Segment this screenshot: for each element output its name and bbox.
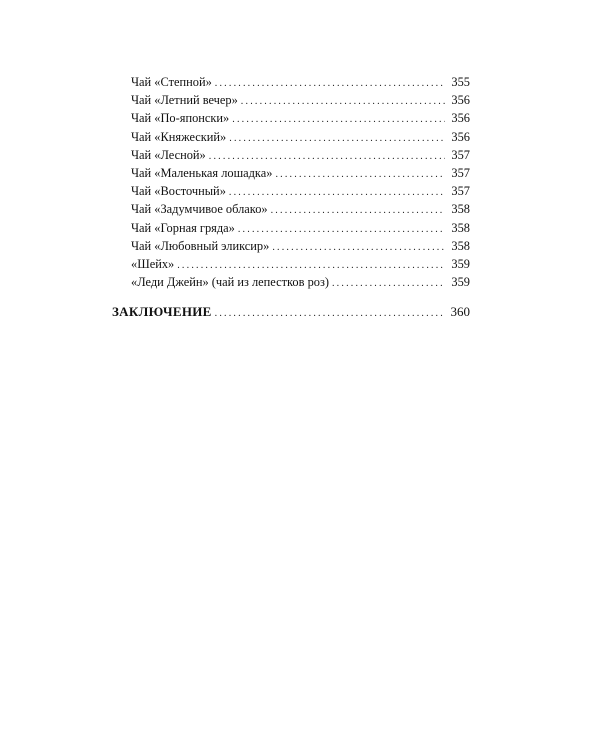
- toc-leader-dots: [215, 305, 445, 323]
- toc-entry-title: «Леди Джейн» (чай из лепестков роз): [131, 275, 329, 290]
- toc-leader-dots: [275, 166, 445, 184]
- toc-entry-title: Чай «Восточный»: [131, 184, 226, 199]
- toc-entry-page: 356: [451, 129, 470, 144]
- toc-conclusion: [112, 303, 470, 321]
- toc-entry-conclusion: [112, 303, 470, 321]
- toc-entry: [131, 128, 470, 146]
- toc-entry-page: 357: [451, 165, 470, 180]
- toc-entry: [131, 182, 470, 200]
- toc-entry-page: 359: [451, 256, 470, 271]
- toc-entry-title: Чай «Задумчивое облако»: [131, 202, 268, 217]
- toc-entry-page: 356: [451, 111, 470, 126]
- toc-entry-page: 357: [451, 184, 470, 199]
- toc-entry-title: Чай «Степной»: [131, 75, 212, 89]
- toc-entry-page: 358: [451, 202, 470, 217]
- conclusion-page: 360: [450, 304, 470, 319]
- toc-entry: [131, 273, 470, 291]
- toc-entry-title: Чай «Горная гряда»: [131, 220, 235, 235]
- toc-entry: [131, 164, 470, 182]
- toc-leader-dots: [271, 202, 445, 220]
- toc-leader-dots: [332, 275, 445, 293]
- toc-entry-title: Чай «Маленькая лошадка»: [131, 165, 273, 180]
- toc-entry: [131, 73, 470, 91]
- conclusion-title: ЗАКЛЮЧЕНИЕ: [112, 304, 212, 319]
- toc-entry: [131, 255, 470, 273]
- toc-entry-page: 359: [451, 275, 470, 290]
- toc-leader-dots: [232, 111, 445, 129]
- toc-entry-title: Чай «Княжеский»: [131, 129, 227, 144]
- toc-entry-page: 358: [451, 220, 470, 235]
- toc-entry-title: Чай «По-японски»: [131, 111, 230, 126]
- toc-entry-title: Чай «Любовный эликсир»: [131, 238, 270, 253]
- toc-entry-page: 358: [451, 238, 470, 253]
- toc-leader-dots: [229, 130, 445, 148]
- toc-entry: [131, 109, 470, 127]
- toc-leader-dots: [241, 93, 445, 111]
- toc-entry: [131, 146, 470, 164]
- toc-entry: [131, 219, 470, 237]
- toc-list: [131, 73, 470, 291]
- toc-entry: [131, 237, 470, 255]
- toc-entry-page: 357: [451, 147, 470, 162]
- toc-entry-page: 356: [451, 93, 470, 108]
- toc-entry-page: 355: [451, 75, 470, 89]
- toc-entry: [131, 200, 470, 218]
- toc-entry: [131, 91, 470, 109]
- toc-entry-title: Чай «Лесной»: [131, 147, 206, 162]
- toc-entry-title: Чай «Летний вечер»: [131, 93, 238, 108]
- toc-leader-dots: [272, 239, 445, 257]
- toc-entry-title: «Шейх»: [131, 256, 175, 271]
- toc-leader-dots: [215, 75, 445, 93]
